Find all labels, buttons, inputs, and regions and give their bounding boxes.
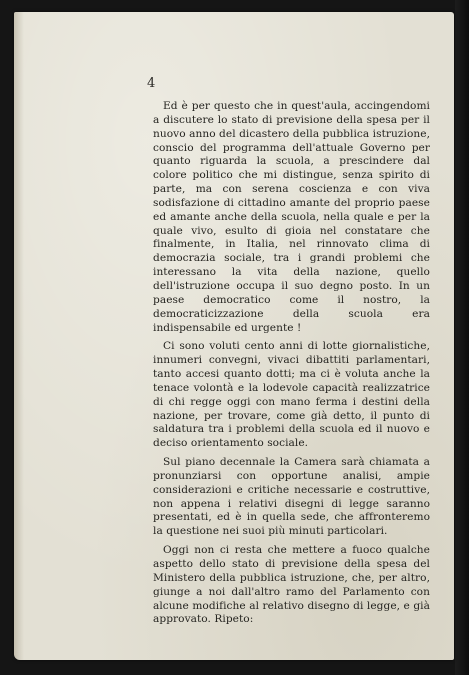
body-text	[153, 100, 430, 627]
paragraph-4: Oggi non ci resta che mettere a fuoco qualche aspetto dello stato di previsione della spesa del Ministero della pubblica istruzione, che, per altro, giunge a noi dall'altro ramo del Parlamento con alcune modifiche al relativo disegno di legge, e già approvato. Ripeto:	[153, 544, 430, 626]
scan-background-edge	[455, 0, 469, 675]
paragraph-2: Ci sono voluti cento anni di lotte giornalistiche, innumeri convegni, vivaci dibattiti parlamentari, tanto accesi quanto dotti; ma ci è voluta anche la tenace volontà e la lodevole capacità realizzatrice di chi regge oggi con mano ferma i destini della nazione, per trovare, come già detto, il punto di saldatura tra i problemi della scuola ed il nuovo e deciso orientamento sociale.	[153, 340, 430, 450]
document-page	[14, 12, 454, 660]
page-number: 4	[147, 76, 156, 91]
paragraph-3: Sul piano decennale la Camera sarà chiamata a pronunziarsi con opportune analisi, ampie considerazioni e critiche necessarie e costruttive, non appena i relativi disegni di legge saranno presentati, ed è in quella sede, che affronteremo la questione nei suoi più minuti particolari.	[153, 456, 430, 538]
paragraph-1: Ed è per questo che in quest'aula, accingendomi a discutere lo stato di previsione della spesa per il nuovo anno del dicastero della pubblica istruzione, conscio del programma dell'attuale Governo per quanto riguarda la scuola, a prescindere dal colore politico che mi distingue, senza spirito di parte, ma con serena coscienza e con viva sodisfazione di cittadino amante del proprio paese ed amante anche della scuola, nella quale e per la quale vivo, esulto di gioia nel constatare che finalmente, in Italia, nel rinnovato clima di democrazia sociale, tra i grandi problemi che interessano la vita della nazione, quello dell'istruzione occupa il suo degno posto. In un paese democratico come il nostro, la democraticizzazione della scuola era indispensabile ed urgente !	[153, 100, 430, 334]
